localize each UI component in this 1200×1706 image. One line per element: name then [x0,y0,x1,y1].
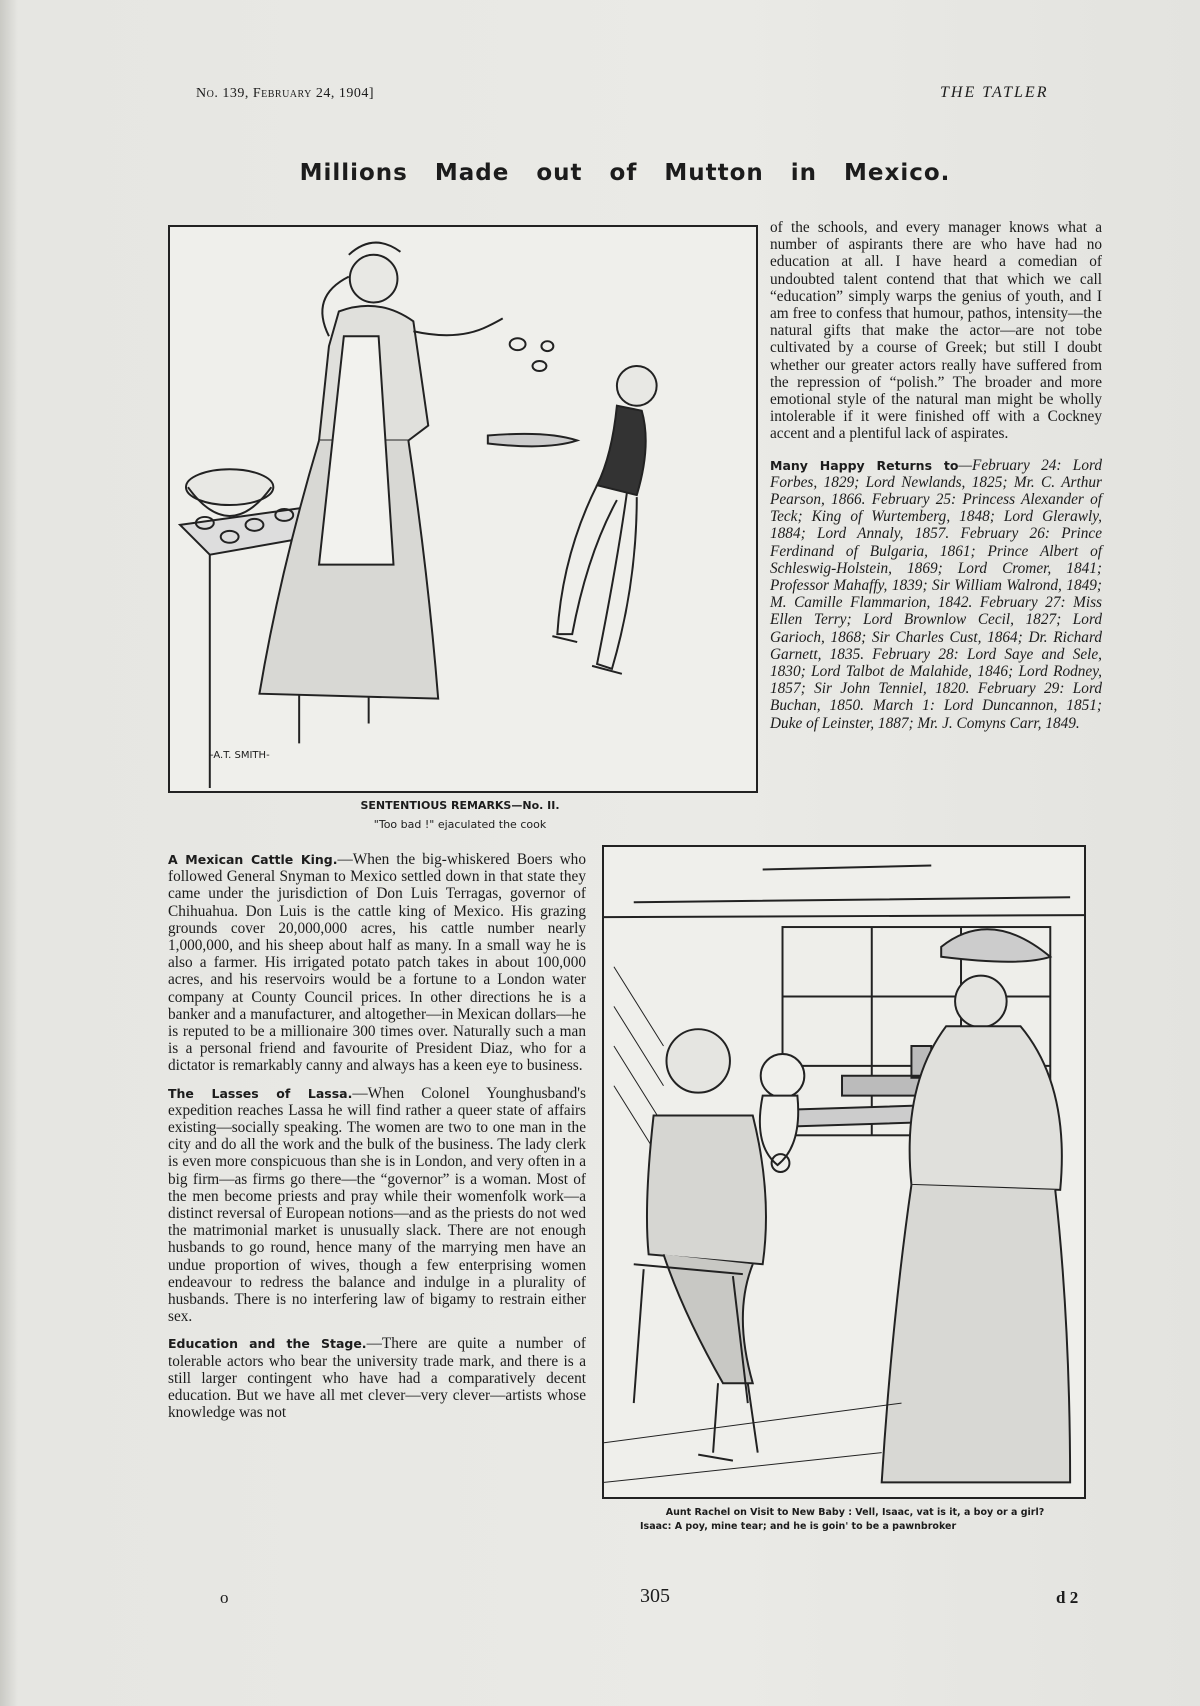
baby-caption-line2: Isaac: A poy, mine tear; and he is goin' to be a pawnbroker [640,1521,957,1532]
page-number: 305 [640,1585,670,1607]
article-body: —There are quite a number of tolerable actors who bear the university trade mark, and there is a still larger contingent who have had a comparatively decent education. But we have all met clever—very clever—artists whose knowledge was not [168,1335,586,1422]
left-column-text [168,851,586,1432]
baby-cartoon-drawing [604,847,1084,1497]
footer-signature-right: d 2 [1056,1588,1079,1607]
article-heading: Education and the Stage. [168,1336,367,1352]
birthdays-heading: Many Happy Returns to [770,457,959,473]
birthdays-list: —February 24: Lord Forbes, 1829; Lord Newlands, 1825; Mr. C. Arthur Pearson, 1866. February 25: Princess Alexander of Teck; King of Wurtemberg, 1848; Lord Glerawly, 1884; Lord Annaly, 1857. February 26: Prince Ferdinand of Bulgaria, 1861; Prince Albert of Schleswig-Holstein, 1869; Lord Cromer, 1841; Professor Mahaffy, 1839; Sir William Walrond, 1849; M. Camille Flammarion, 1842. February 27: Miss Ellen Terry; Lord Brownlow Cecil, 1827; Lord Garioch, 1868; Sir Charles Cust, 1864; Dr. Richard Garnett, 1835. February 28: Lord Saye and Sele, 1830; Lord Talbot de Malahide, 1846; Lord Rodney, 1857; Sir John Tenniel, 1820. February 29: Lord Buchan, 1850. March 1: Lord Duncannon, 1851; Duke of Leinster, 1887; Mr. J. Comyns Carr, 1849. [770,456,1102,732]
birthdays-paragraph [770,457,1102,732]
cook-cartoon-drawing [170,227,756,791]
cook-illustration [168,225,758,793]
article-heading: A Mexican Cattle King. [168,852,338,867]
page-title: Millions Made out of Mutton in Mexico. [299,160,951,186]
issue-header: No. 139, February 24, 1904] [196,86,375,101]
baby-illustration [602,845,1086,1499]
article-cattle-king [168,851,586,1075]
article-body: —When the big-whiskered Boers who followed General Snyman to Mexico settled down in that state they came under the jurisdiction of Don Luis Terragas, governor of Chihuahua. Don Luis is the cattle king of Mexico. His grazing grounds cover 20,000,000 acres, his cattle number nearly 1,000,000, and his sheep about half as many. In a small way he is also a farmer. His irrigated potato patch takes in about 100,000 acres, and his reservoirs would be a fortune to a London water company at County Council prices. In other directions he is a banker and a manufacturer, and altogether—in Mexican dollars—he is reputed to be a millionaire 300 times over. Naturally such a man is a personal friend and favourite of President Diaz, who for a dictator is remarkably canny and always has a keen eye to business. [168,851,586,1075]
article-body: —When Colonel Younghusband's expedition reaches Lassa he will find rather a queer state of affairs existing—socially speaking. The women are two to one man in the city and do all the work and the bulk of the business. The lady clerk is even more conspicuous than she is in London, and very often in a big firm—as firms go there—the “governor” is a woman. Most of the men become priests and pray while their womenfolk work—a distinct reversal of European notions—and as the priests do not wed the matrimonial market is unusually slack. There are not enough husbands to go round, hence many of the marrying men have an undue proportion of wives, though a few enterprising women endeavour to redress the balance and indulge in a plurality of husbands. There is no interfering law of bigamy to restrain either sex. [168,1084,586,1326]
education-continuation: of the schools, and every manager knows what a number of aspirants there are who have had no education at all. I have heard a comedian of undoubted talent contend that that which we call “education” simply warps the genius of youth, and I am free to confess that humour, pathos, intensity—the natural gifts that make the actor—are not tobe cultivated by a course of Greek; but still I doubt whether our greater actors really have suffered from the repression of “polish.” The broader and more emotional style of the natural man might be wholly intolerable if it were finished off with a Cockney accent and a plentiful lack of aspirates. [770,219,1102,443]
article-lassa [168,1085,586,1326]
article-education-stage [168,1335,586,1421]
cook-caption-quote: "Too bad !" ejaculated the cook [373,818,547,831]
cook-caption-title: SENTENTIOUS REMARKS—No. II. [360,799,560,812]
footer-signature-left: o [220,1588,229,1607]
right-column-text [770,219,1102,742]
article-heading: The Lasses of Lassa. [168,1085,353,1101]
magazine-name: THE TATLER [940,84,1049,101]
artist-signature: -A.T. SMITH- [210,750,270,761]
baby-caption-line1: Aunt Rachel on Visit to New Baby : Vell, Isaac, vat is it, a boy or a girl? [665,1507,1045,1518]
